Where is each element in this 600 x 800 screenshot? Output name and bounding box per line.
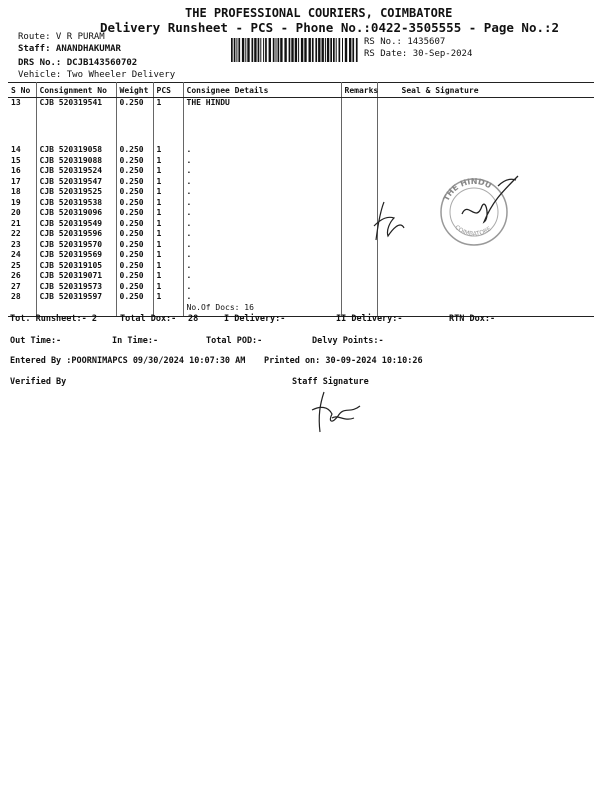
barcode-bar (330, 38, 332, 62)
row-sno: 21 (8, 219, 36, 230)
runsheet-title: Delivery Runsheet - PCS - Phone No.:0422-3505555 - Page No.:2 (100, 20, 560, 35)
barcode-bar (269, 38, 271, 62)
row-pcs: 1 (153, 198, 183, 209)
barcode-bar (254, 38, 256, 62)
table-row (8, 98, 594, 146)
col-weight: Weight (116, 83, 153, 98)
row-remarks (341, 145, 377, 156)
row-pcs: 1 (153, 219, 183, 230)
row-consignee: . (183, 145, 341, 156)
barcode-bar (242, 38, 244, 62)
row-weight: 0.250 (116, 229, 153, 240)
row-sno: 13 (8, 98, 36, 146)
barcode-bar (322, 38, 324, 62)
row-pcs: 1 (153, 156, 183, 167)
row-remarks (341, 166, 377, 177)
barcode-bar (312, 38, 314, 62)
barcode-bar (352, 38, 354, 62)
row-consignment: CJB 520319525 (36, 187, 116, 198)
docs-count-row (8, 303, 594, 314)
barcode-bar (349, 38, 351, 62)
row-sno: 28 (8, 292, 36, 303)
row-remarks (341, 98, 377, 146)
in-time: In Time:- (112, 336, 159, 346)
barcode-icon (231, 38, 359, 62)
row-seal (377, 261, 594, 272)
barcode-bar (278, 38, 280, 62)
rs-date: RS Date: 30-Sep-2024 (364, 49, 473, 59)
row-remarks (341, 156, 377, 167)
docs-row-cell (153, 303, 183, 314)
row-consignment: CJB 520319088 (36, 156, 116, 167)
row-weight: 0.250 (116, 292, 153, 303)
row-seal (377, 156, 594, 167)
row-sno: 14 (8, 145, 36, 156)
row-consignment: CJB 520319058 (36, 145, 116, 156)
table-row (8, 261, 594, 272)
drs-number: DRS No.: DCJB143560702 (18, 58, 138, 68)
row-weight: 0.250 (116, 219, 153, 230)
row-consignment: CJB 520319597 (36, 292, 116, 303)
row-sno: 26 (8, 271, 36, 282)
barcode-bar (318, 38, 320, 62)
delvy-points: Delvy Points:- (312, 336, 384, 346)
col-consignee: Consignee Details (183, 83, 341, 98)
row-weight: 0.250 (116, 145, 153, 156)
row-consignment: CJB 520319071 (36, 271, 116, 282)
out-time: Out Time:- (10, 336, 62, 346)
barcode-bar (336, 38, 337, 62)
row-weight: 0.250 (116, 198, 153, 209)
row-pcs: 1 (153, 282, 183, 293)
row-consignment: CJB 520319105 (36, 261, 116, 272)
row-consignee: . (183, 177, 341, 188)
barcode-bar (301, 38, 303, 62)
row-remarks (341, 261, 377, 272)
barcode-bar (276, 38, 277, 62)
docs-row-cell (377, 303, 594, 314)
row-consignee: . (183, 229, 341, 240)
barcode-bar (289, 38, 291, 62)
row-consignee: . (183, 282, 341, 293)
row-pcs: 1 (153, 187, 183, 198)
printed-on: Printed on: 30-09-2024 10:10:26 (264, 356, 423, 366)
row-sno: 25 (8, 261, 36, 272)
barcode-bar (231, 38, 233, 62)
row-seal (377, 271, 594, 282)
stamp-text: THE HINDU (441, 176, 493, 203)
row-consignment: CJB 520319538 (36, 198, 116, 209)
row-consignee: . (183, 166, 341, 177)
barcode-bar (342, 38, 343, 62)
col-sno: S No (8, 83, 36, 98)
row-consignment: CJB 520319569 (36, 250, 116, 261)
row-consignment: CJB 520319573 (36, 282, 116, 293)
row-sno: 27 (8, 282, 36, 293)
row-consignee: . (183, 208, 341, 219)
row-sno: 20 (8, 208, 36, 219)
barcode-bar (325, 38, 326, 62)
row-consignee: . (183, 219, 341, 230)
stamp-subtext: COIMBATORE (453, 224, 493, 238)
route-label: Route: V R PURAM (18, 32, 105, 42)
row-weight: 0.250 (116, 240, 153, 251)
row-weight: 0.250 (116, 271, 153, 282)
rs-number: RS No.: 1435607 (364, 37, 446, 47)
row-weight: 0.250 (116, 261, 153, 272)
barcode-bar (284, 38, 286, 62)
row-sno: 24 (8, 250, 36, 261)
row-consignee: . (183, 187, 341, 198)
barcode-bar (295, 38, 297, 62)
total-pod: Total POD:- (206, 336, 263, 346)
barcode-bar (245, 38, 246, 62)
table-row (8, 156, 594, 167)
hindu-stamp-seal (432, 172, 522, 252)
docs-row-cell (116, 303, 153, 314)
row-pcs: 1 (153, 261, 183, 272)
table-header-row (8, 83, 594, 98)
col-pcs: PCS (153, 83, 183, 98)
barcode-bar (238, 38, 240, 62)
row-sno: 22 (8, 229, 36, 240)
barcode-bar (339, 38, 341, 62)
row-pcs: 1 (153, 240, 183, 251)
row-sno: 15 (8, 156, 36, 167)
row-remarks (341, 282, 377, 293)
row-sno: 18 (8, 187, 36, 198)
barcode-bar (252, 38, 254, 62)
barcode-bar (236, 38, 237, 62)
row-consignment: CJB 520319547 (36, 177, 116, 188)
staff-signature-label: Staff Signature (292, 377, 369, 387)
tot-runsheet: Tot. Runsheet:- 2 (10, 314, 97, 324)
row-seal (377, 98, 594, 146)
row-remarks (341, 271, 377, 282)
total-dox-value: 28 (188, 314, 199, 324)
row-weight: 0.250 (116, 98, 153, 146)
barcode-bar (273, 38, 275, 62)
row-consignment: CJB 520319549 (36, 219, 116, 230)
barcode-bar (356, 38, 358, 62)
row-pcs: 1 (153, 229, 183, 240)
col-consignment: Consignment No (36, 83, 116, 98)
row-seal (377, 145, 594, 156)
row-weight: 0.250 (116, 177, 153, 188)
row-weight: 0.250 (116, 156, 153, 167)
row-seal (377, 292, 594, 303)
row-pcs: 1 (153, 166, 183, 177)
ii-delivery: II Delivery:- (336, 314, 403, 324)
total-dox-label: Total Dox:- (120, 314, 177, 324)
row-consignment: CJB 520319570 (36, 240, 116, 251)
barcode-bar (327, 38, 329, 62)
row-weight: 0.250 (116, 282, 153, 293)
barcode-bar (304, 38, 306, 62)
entered-by: Entered By :POORNIMAPCS 09/30/2024 10:07:30 AM (10, 356, 246, 366)
row-sno: 17 (8, 177, 36, 188)
row-sno: 23 (8, 240, 36, 251)
barcode-bar (309, 38, 311, 62)
vehicle-label: Vehicle: Two Wheeler Delivery (18, 70, 176, 80)
row-consignment: CJB 520319596 (36, 229, 116, 240)
row-remarks (341, 177, 377, 188)
rtn-dox: RTN Dox:- (449, 314, 496, 324)
row-consignee: . (183, 250, 341, 261)
row-consignee: . (183, 240, 341, 251)
row-consignment: CJB 520319541 (36, 98, 116, 146)
row-weight: 0.250 (116, 208, 153, 219)
row-sno: 19 (8, 198, 36, 209)
table-row (8, 271, 594, 282)
row-consignee: . (183, 156, 341, 167)
barcode-bar (265, 38, 267, 62)
barcode-bar (333, 38, 335, 62)
barcode-bar (258, 38, 260, 62)
row-sno: 16 (8, 166, 36, 177)
barcode-bar (280, 38, 282, 62)
row-pcs: 1 (153, 145, 183, 156)
row-pcs: 1 (153, 98, 183, 146)
verified-by: Verified By (10, 377, 67, 387)
table-row (8, 145, 594, 156)
barcode-bar (260, 38, 261, 62)
row-consignee: . (183, 292, 341, 303)
staff-label: Staff: ANANDHAKUMAR (18, 44, 121, 54)
no-of-docs: No.Of Docs: 16 (183, 303, 341, 314)
row-weight: 0.250 (116, 166, 153, 177)
col-remarks: Remarks (341, 83, 377, 98)
col-seal-signature: Seal & Signature (377, 83, 594, 98)
barcode-bar (298, 38, 299, 62)
row-pcs: 1 (153, 177, 183, 188)
row-consignee: . (183, 198, 341, 209)
row-consignee: . (183, 261, 341, 272)
row-consignee: . (183, 271, 341, 282)
row-pcs: 1 (153, 250, 183, 261)
barcode-bar (291, 38, 293, 62)
row-pcs: 1 (153, 271, 183, 282)
row-consignment: CJB 520319524 (36, 166, 116, 177)
table-row (8, 292, 594, 303)
barcode-bar (234, 38, 236, 62)
company-title: THE PROFESSIONAL COURIERS, COIMBATORE (185, 6, 453, 20)
staff-signature (310, 388, 370, 436)
row-pcs: 1 (153, 292, 183, 303)
barcode-bar (263, 38, 264, 62)
barcode-bar (247, 38, 249, 62)
barcode-bar (345, 38, 347, 62)
row-weight: 0.250 (116, 250, 153, 261)
docs-row-cell (341, 303, 377, 314)
table-row (8, 282, 594, 293)
docs-row-cell (36, 303, 116, 314)
row-weight: 0.250 (116, 187, 153, 198)
i-delivery: I Delivery:- (224, 314, 286, 324)
row-consignee: THE HINDU (183, 98, 341, 146)
barcode-bar (315, 38, 317, 62)
docs-row-cell (8, 303, 36, 314)
row-pcs: 1 (153, 208, 183, 219)
row-remarks (341, 292, 377, 303)
row-seal (377, 282, 594, 293)
row-consignment: CJB 520319096 (36, 208, 116, 219)
